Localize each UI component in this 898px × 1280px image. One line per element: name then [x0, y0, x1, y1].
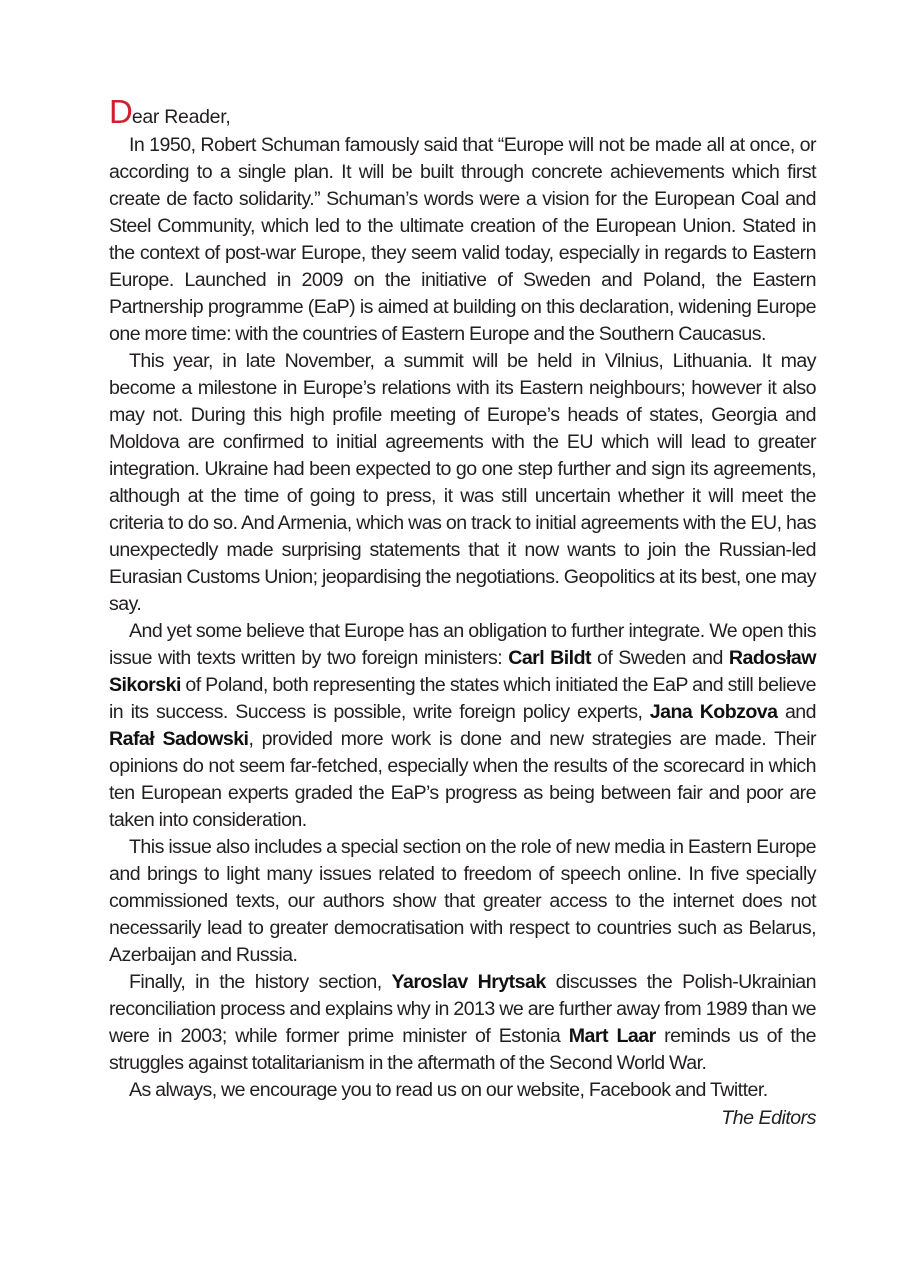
editorial-letter	[109, 92, 816, 1132]
paragraph: And yet some believe that Europe has an obligation to further integrate. We open this issue with texts written by two foreign ministers: Carl Bildt of Sweden and Radosław Sikorski of Poland, both representing the states which initiated the EaP and still believe in its success. Success is possible, write foreign policy experts, Jana Kobzova and Rafał Sadowski, provided more work is done and new strategies are made. Their opinions do not seem far-fetched, especially when the results of the scorecard in which ten European experts graded the EaP’s progress as being between fair and poor are taken into consideration.	[109, 620, 817, 831]
paragraph: As always, we encourage you to read us on our website, Facebook and Twitter.	[129, 1079, 768, 1101]
author-name: Mart Laar	[568, 1025, 656, 1047]
author-name: Rafał Sadowski	[109, 728, 249, 750]
paragraph: This issue also includes a special section on the role of new media in Eastern Europe and brings to light many issues related to freedom of speech online. In five specially commissioned texts, our authors show that greater access to the internet does not necessarily lead to greater democratisation with respect to countries such as Belarus, Azerbaijan and Russia.	[109, 836, 816, 966]
signature: The Editors	[721, 1107, 816, 1129]
author-name: Carl Bildt	[508, 647, 591, 669]
paragraph: In 1950, Robert Schuman famously said that “Europe will not be made all at once, or according to a single plan. It will be built through concrete achievements which first create de facto solidarity.” Schuman’s words were a vision for the European Coal and Steel Community, which led to the ultimate creation of the European Union. Stated in the context of post-war Europe, they seem valid today, especially in regards to Eastern Europe. Launched in 2009 on the initiative of Sweden and Poland, the Eastern Partnership programme (EaP) is aimed at building on this declaration, widening Europe one more time: with the countries of Eastern Europe and the Southern Caucasus.	[109, 134, 816, 345]
paragraph: Finally, in the history section, Yaroslav Hrytsak discusses the Polish-Ukrainian reconciliation process and explains why in 2013 we are further away from 1989 than we were in 2003; while former prime minister of Estonia Mart Laar reminds us of the struggles against totalitarianism in the aftermath of the Second World War.	[109, 971, 816, 1074]
letter-body	[109, 132, 816, 1104]
author-name: Radosław Sikorski	[109, 647, 816, 696]
author-name: Jana Kobzova	[649, 701, 778, 723]
paragraph: This year, in late November, a summit will be held in Vilnius, Lithuania. It may become a milestone in Europe’s relations with its Eastern neighbours; however it also may not. During this high profile meeting of Europe’s heads of states, Georgia and Moldova are confirmed to initial agreements with the EU which will lead to greater integration. Ukraine had been expected to go one step further and sign its agreements, although at the time of going to press, it was still uncertain whether it will meet the criteria to do so. And Armenia, which was on track to initial agreements with the EU, has unexpectedly made surprising statements that it now wants to join the Russian-led Eurasian Customs Union; jeopardising the negotiations. Geopolitics at its best, one may say.	[109, 350, 816, 615]
salutation	[109, 92, 816, 132]
drop-cap: D	[109, 93, 132, 130]
author-name: Yaroslav Hrytsak	[391, 971, 546, 993]
salutation-text: ear Reader,	[131, 106, 231, 128]
